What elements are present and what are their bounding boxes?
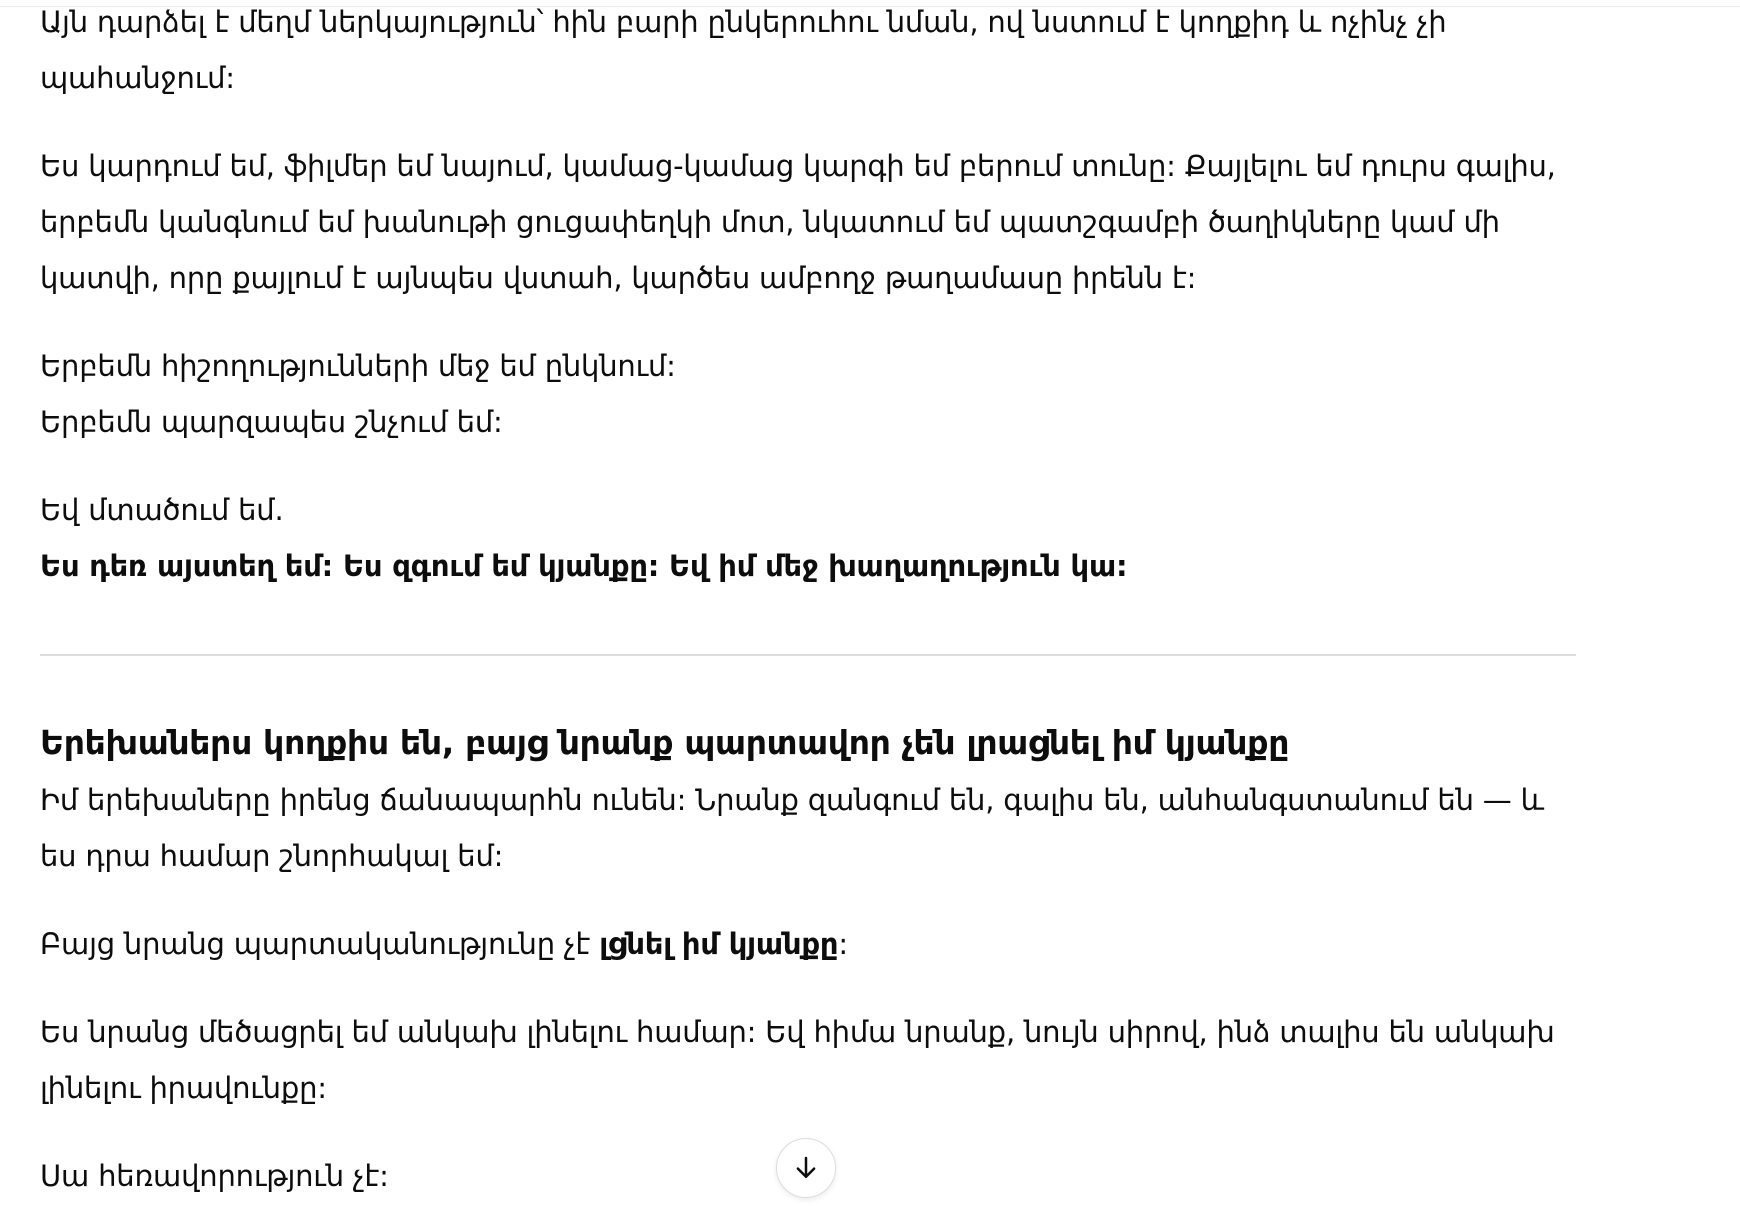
section-divider [40, 654, 1576, 656]
line-thinking: Եվ մտածում եմ. [40, 493, 284, 527]
scroll-to-bottom-button[interactable] [776, 1138, 836, 1198]
section-heading: Երեխաներս կողքիս են, բայց նրանք պարտավոր չեն լրացնել իմ կյանքը [40, 723, 1290, 762]
paragraph-thinking [40, 482, 1580, 594]
duty-prefix: Բայց նրանց պարտականությունը չէ [40, 927, 600, 961]
paragraph-not-their-duty [40, 916, 1580, 972]
paragraph-daily-life: Ես կարդում եմ, ֆիլմեր եմ նայում, կամաց-կամաց կարգի եմ բերում տունը: Քայլելու եմ դուրս գալիս, երբեմն կանգնում եմ խանութի ցուցափեղկի մոտ, նկատում եմ պատշգամբի ծաղիկները կամ մի կատվի, որը քայլում է այնպես վստահ, կարծես ամբողջ թաղամասը իրենն է: [40, 149, 1556, 295]
line-memories: Երբեմն հիշողությունների մեջ եմ ընկնում: [40, 349, 676, 383]
arrow-down-icon [791, 1153, 821, 1183]
paragraph-children-path: Իմ երեխաները իրենց ճանապարհն ունեն: Նրանք զանգում են, գալիս են, անհանգստանում են — և ես դրա համար շնորհակալ եմ: [40, 783, 1544, 873]
duty-suffix: : [838, 927, 848, 961]
line-breathing: Երբեմն պարզապես շնչում եմ: [40, 405, 503, 439]
paragraph-presence: Այն դարձել է մեղմ ներկայություն՝ հին բարի ընկերուհու նման, ով նստում է կողքիդ և ոչինչ չի պահանջում: [40, 5, 1447, 95]
emphasis-still-here: Ես դեռ այստեղ եմ: Ես զգում եմ կյանքը: Եվ իմ մեջ խաղաղություն կա: [40, 549, 1128, 583]
emphasis-fill-life: լցնել իմ կյանքը [599, 927, 839, 961]
article-body [40, 0, 1580, 1204]
paragraph-independence: Ես նրանց մեծացրել եմ անկախ լինելու համար: Եվ հիմա նրանք, նույն սիրով, ինձ տալիս են անկախ լինելու իրավունքը: [40, 1015, 1555, 1105]
paragraph-not-distance: Սա հեռավորություն չէ: [40, 1159, 389, 1193]
paragraph-memories [40, 338, 1580, 450]
line-still-here [40, 538, 1580, 594]
